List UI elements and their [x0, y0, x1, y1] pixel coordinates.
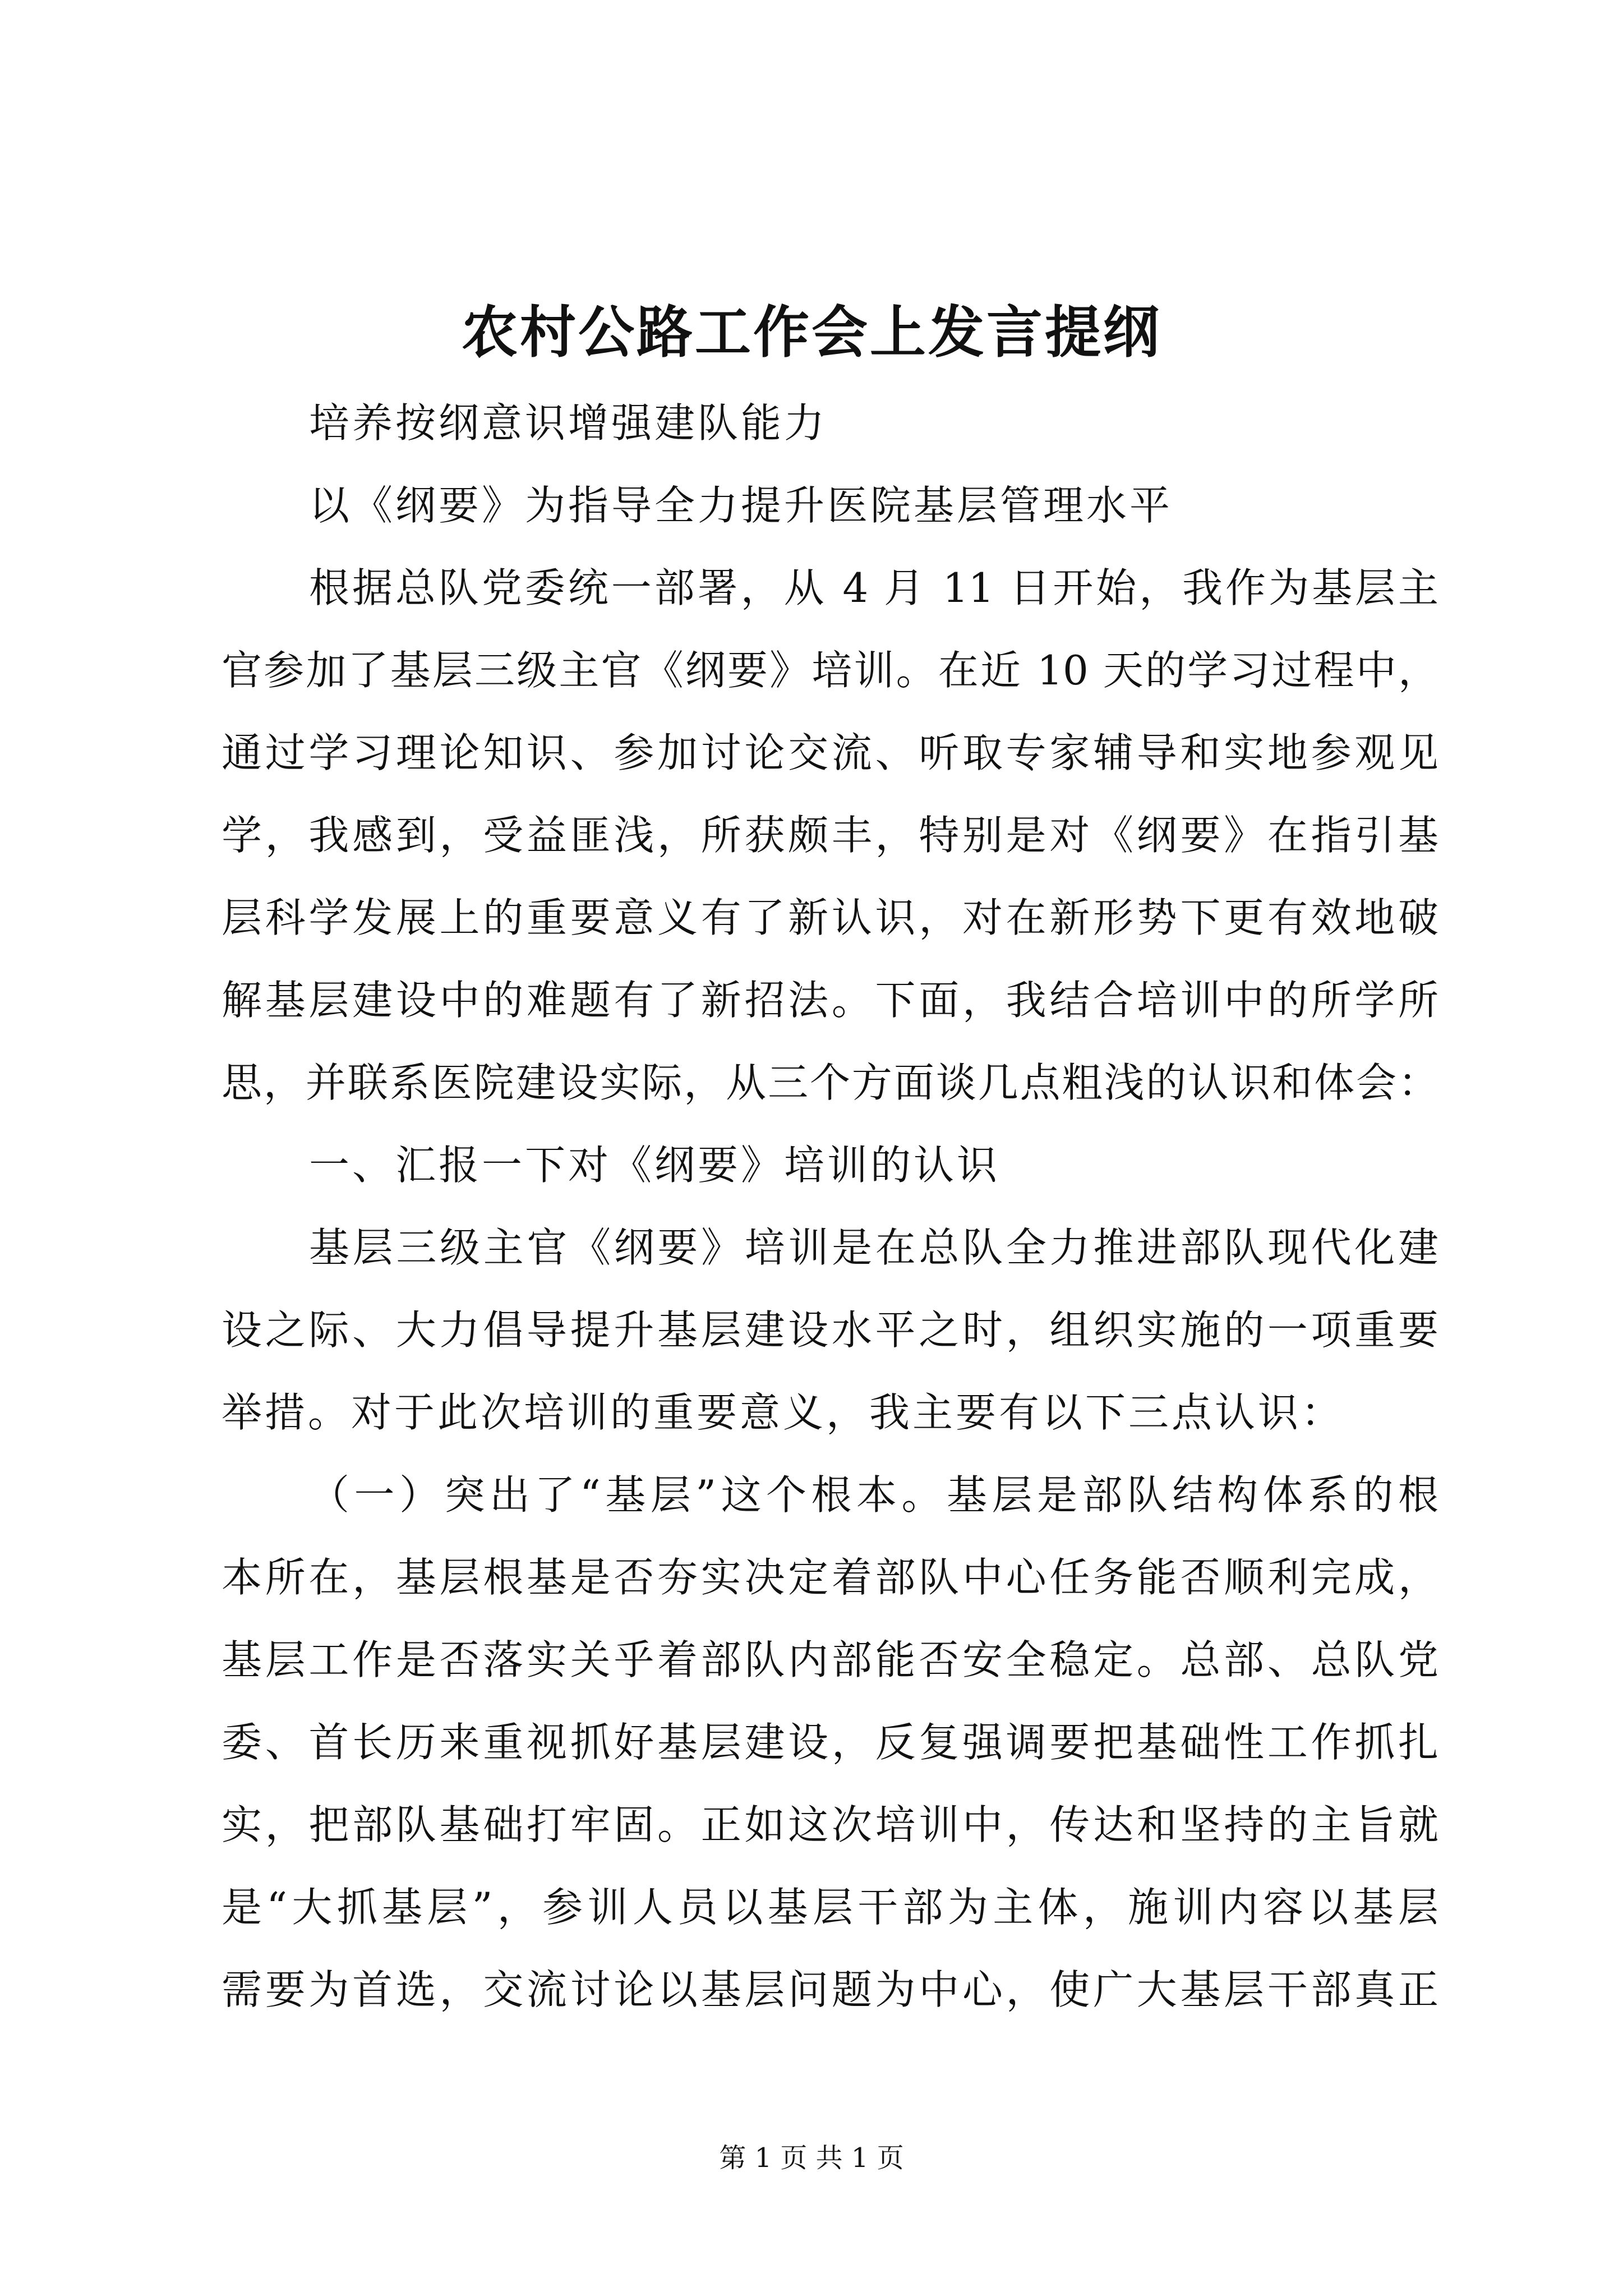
paragraph-line: 层科学发展上的重要意义有了新认识，对在新形势下更有效地破: [222, 894, 1438, 941]
paragraph-line: 举措。对于此次培训的重要意义，我主要有以下三点认识：: [222, 1389, 1345, 1436]
paragraph-line: 一、汇报一下对《纲要》培训的认识: [309, 1142, 1000, 1189]
paragraph-line: （一）突出了“基层”这个根本。基层是部队结构体系的根: [309, 1471, 1438, 1519]
document-title: 农村公路工作会上发言提纲: [462, 299, 1161, 365]
paragraph-line: 官参加了基层三级主官《纲要》培训。在近 10 天的学习过程中，: [222, 647, 1438, 694]
paragraph: [222, 1207, 1438, 1454]
page-footer: 第 1 页 共 1 页: [719, 2142, 904, 2174]
paragraph-line: 学，我感到，受益匪浅，所获颇丰，特别是对《纲要》在指引基: [222, 812, 1438, 859]
paragraph-line: 本所在，基层根基是否夯实决定着部队中心任务能否顺利完成，: [222, 1554, 1438, 1601]
paragraph-line: 委、首长历来重视抓好基层建设，反复强调要把基础性工作抓扎: [222, 1719, 1438, 1766]
paragraph-line: 需要为首选，交流讨论以基层问题为中心，使广大基层干部真正: [222, 1966, 1438, 2013]
paragraph-line: 基层工作是否落实关乎着部队内部能否安全稳定。总部、总队党: [222, 1636, 1438, 1683]
paragraph: [222, 464, 1438, 547]
paragraph: [222, 547, 1438, 1124]
paragraph-line: 是“大抓基层”，参训人员以基层干部为主体，施训内容以基层: [222, 1884, 1438, 1931]
paragraph-line: 通过学习理论知识、参加讨论交流、听取专家辅导和实地参观见: [222, 729, 1438, 776]
paragraph: [222, 1454, 1438, 2031]
section-heading: [222, 1124, 1438, 1207]
paragraph-line: 实，把部队基础打牢固。正如这次培训中，传达和坚持的主旨就: [222, 1801, 1438, 1848]
paragraph-line: 以《纲要》为指导全力提升医院基层管理水平: [309, 482, 1173, 529]
document-body: [222, 382, 1438, 2031]
paragraph-line: 设之际、大力倡导提升基层建设水平之时，组织实施的一项重要: [222, 1306, 1438, 1354]
paragraph-line: 培养按纲意识增强建队能力: [309, 399, 828, 447]
paragraph-line: 思，并联系医院建设实际，从三个方面谈几点粗浅的认识和体会：: [222, 1059, 1438, 1106]
paragraph-line: 基层三级主官《纲要》培训是在总队全力推进部队现代化建: [309, 1224, 1438, 1271]
paragraph-line: 解基层建设中的难题有了新招法。下面，我结合培训中的所学所: [222, 977, 1438, 1024]
paragraph: [222, 382, 1438, 464]
paragraph-line: 根据总队党委统一部署，从 4 月 11 日开始，我作为基层主: [309, 564, 1438, 611]
